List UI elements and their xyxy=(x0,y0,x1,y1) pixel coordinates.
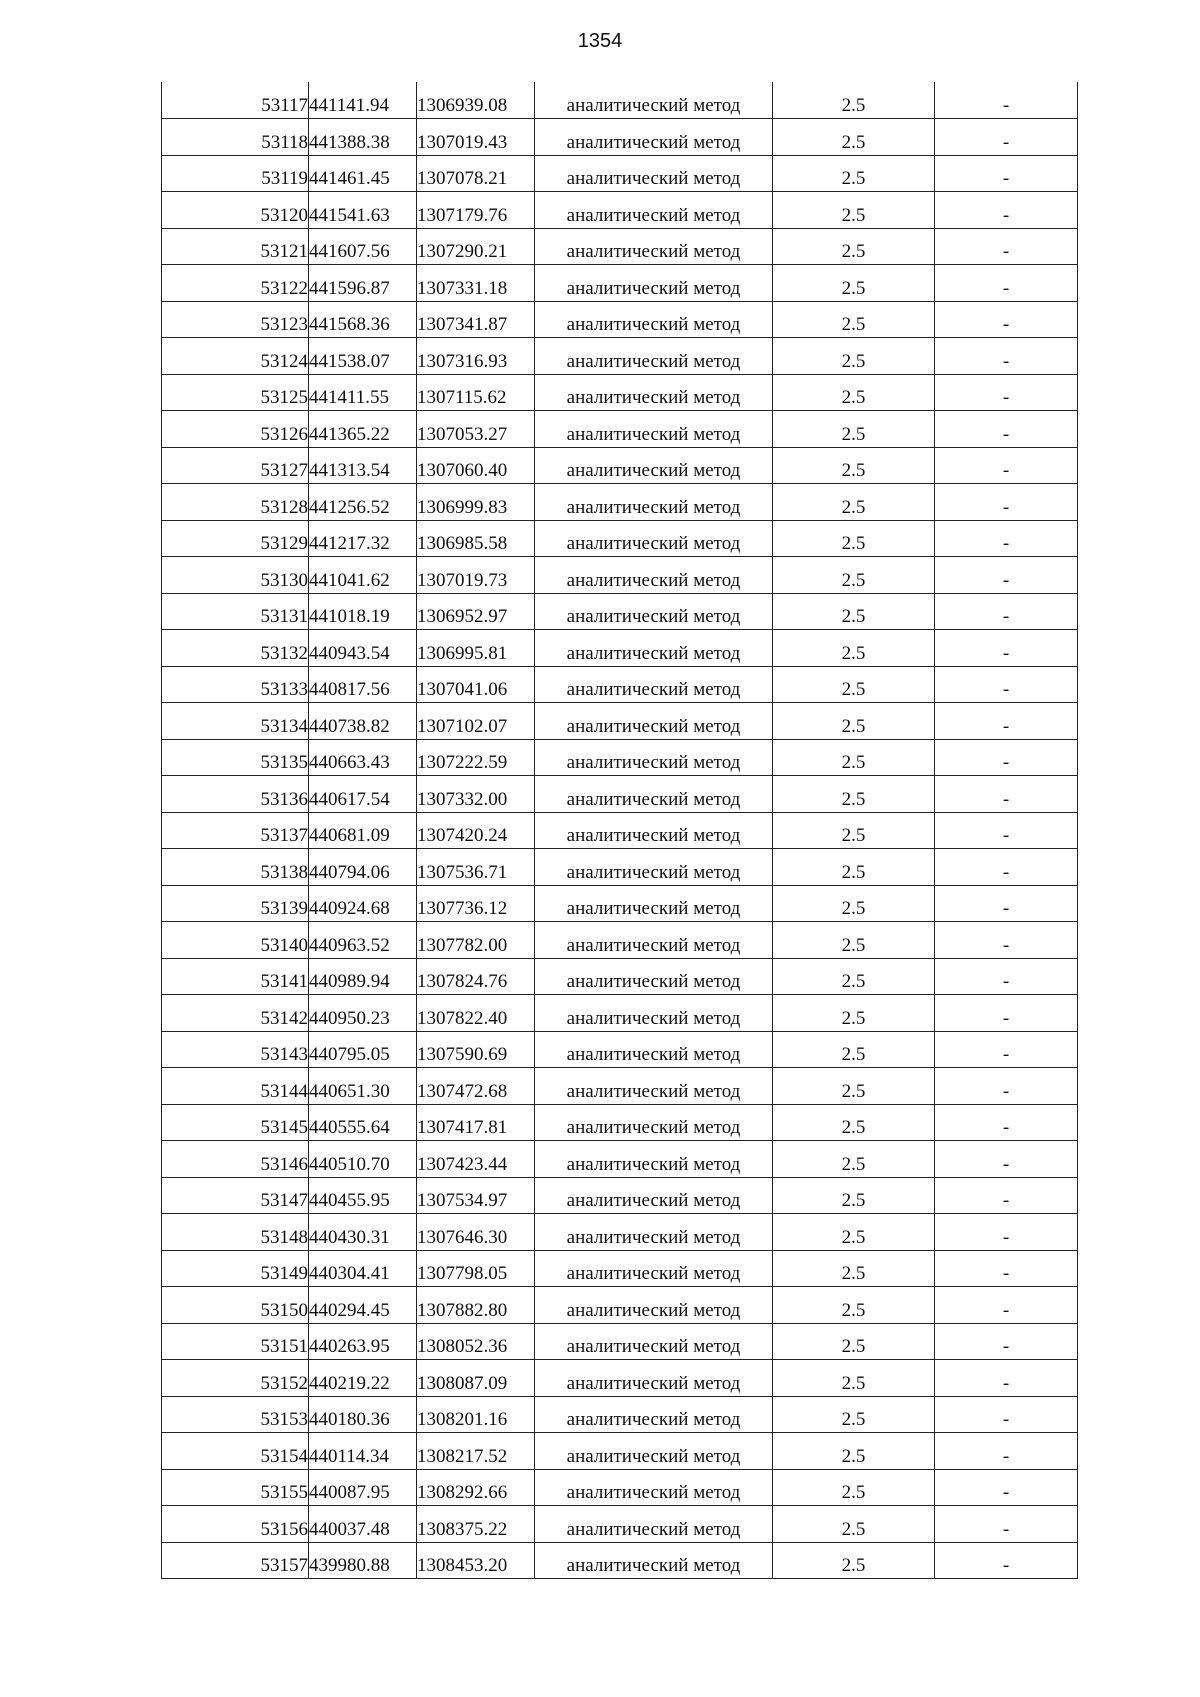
note-cell: - xyxy=(935,82,1078,119)
method-cell: аналитический метод xyxy=(535,1031,773,1068)
point-number-cell: 53156 xyxy=(162,1506,309,1543)
x-coordinate-cell: 441313.54 xyxy=(309,447,417,484)
y-coordinate-cell: 1307423.44 xyxy=(417,1141,535,1178)
accuracy-cell: 2.5 xyxy=(773,265,935,302)
x-coordinate-cell: 441538.07 xyxy=(309,338,417,375)
accuracy-cell: 2.5 xyxy=(773,447,935,484)
table-row xyxy=(162,593,1078,630)
y-coordinate-cell: 1307041.06 xyxy=(417,666,535,703)
accuracy-cell: 2.5 xyxy=(773,155,935,192)
y-coordinate-cell: 1308453.20 xyxy=(417,1542,535,1579)
point-number-cell: 53130 xyxy=(162,557,309,594)
point-number-cell: 53133 xyxy=(162,666,309,703)
y-coordinate-cell: 1307882.80 xyxy=(417,1287,535,1324)
accuracy-cell: 2.5 xyxy=(773,1360,935,1397)
y-coordinate-cell: 1307053.27 xyxy=(417,411,535,448)
note-cell: - xyxy=(935,593,1078,630)
accuracy-cell: 2.5 xyxy=(773,301,935,338)
table-row xyxy=(162,338,1078,375)
table-row xyxy=(162,447,1078,484)
note-cell: - xyxy=(935,776,1078,813)
accuracy-cell: 2.5 xyxy=(773,776,935,813)
note-cell: - xyxy=(935,228,1078,265)
x-coordinate-cell: 440555.64 xyxy=(309,1104,417,1141)
table-row xyxy=(162,849,1078,886)
point-number-cell: 53121 xyxy=(162,228,309,265)
method-cell: аналитический метод xyxy=(535,192,773,229)
note-cell: - xyxy=(935,192,1078,229)
method-cell: аналитический метод xyxy=(535,1141,773,1178)
table-row xyxy=(162,1506,1078,1543)
point-number-cell: 53119 xyxy=(162,155,309,192)
x-coordinate-cell: 440263.95 xyxy=(309,1323,417,1360)
y-coordinate-cell: 1307316.93 xyxy=(417,338,535,375)
y-coordinate-cell: 1307417.81 xyxy=(417,1104,535,1141)
table-row xyxy=(162,1360,1078,1397)
coordinates-table xyxy=(161,82,1078,1579)
y-coordinate-cell: 1307019.43 xyxy=(417,119,535,156)
accuracy-cell: 2.5 xyxy=(773,1542,935,1579)
table-row xyxy=(162,1250,1078,1287)
note-cell: - xyxy=(935,1506,1078,1543)
y-coordinate-cell: 1307782.00 xyxy=(417,922,535,959)
accuracy-cell: 2.5 xyxy=(773,812,935,849)
accuracy-cell: 2.5 xyxy=(773,484,935,521)
table-row xyxy=(162,776,1078,813)
point-number-cell: 53148 xyxy=(162,1214,309,1251)
x-coordinate-cell: 441041.62 xyxy=(309,557,417,594)
table-row xyxy=(162,812,1078,849)
table-row xyxy=(162,666,1078,703)
x-coordinate-cell: 440681.09 xyxy=(309,812,417,849)
point-number-cell: 53137 xyxy=(162,812,309,849)
accuracy-cell: 2.5 xyxy=(773,1433,935,1470)
accuracy-cell: 2.5 xyxy=(773,666,935,703)
y-coordinate-cell: 1308052.36 xyxy=(417,1323,535,1360)
table-row xyxy=(162,1542,1078,1579)
x-coordinate-cell: 440738.82 xyxy=(309,703,417,740)
x-coordinate-cell: 440510.70 xyxy=(309,1141,417,1178)
y-coordinate-cell: 1307534.97 xyxy=(417,1177,535,1214)
point-number-cell: 53139 xyxy=(162,885,309,922)
accuracy-cell: 2.5 xyxy=(773,1287,935,1324)
y-coordinate-cell: 1306939.08 xyxy=(417,82,535,119)
y-coordinate-cell: 1306985.58 xyxy=(417,520,535,557)
note-cell: - xyxy=(935,1542,1078,1579)
table-row xyxy=(162,1469,1078,1506)
method-cell: аналитический метод xyxy=(535,812,773,849)
x-coordinate-cell: 440617.54 xyxy=(309,776,417,813)
table-row xyxy=(162,885,1078,922)
accuracy-cell: 2.5 xyxy=(773,630,935,667)
note-cell: - xyxy=(935,1360,1078,1397)
table-row xyxy=(162,192,1078,229)
x-coordinate-cell: 440924.68 xyxy=(309,885,417,922)
y-coordinate-cell: 1307736.12 xyxy=(417,885,535,922)
point-number-cell: 53134 xyxy=(162,703,309,740)
y-coordinate-cell: 1307472.68 xyxy=(417,1068,535,1105)
note-cell: - xyxy=(935,484,1078,521)
accuracy-cell: 2.5 xyxy=(773,1104,935,1141)
accuracy-cell: 2.5 xyxy=(773,192,935,229)
note-cell: - xyxy=(935,1433,1078,1470)
point-number-cell: 53118 xyxy=(162,119,309,156)
method-cell: аналитический метод xyxy=(535,885,773,922)
page-number: 1354 xyxy=(577,30,623,52)
table-row xyxy=(162,411,1078,448)
x-coordinate-cell: 440950.23 xyxy=(309,995,417,1032)
y-coordinate-cell: 1307115.62 xyxy=(417,374,535,411)
accuracy-cell: 2.5 xyxy=(773,119,935,156)
accuracy-cell: 2.5 xyxy=(773,958,935,995)
table-row xyxy=(162,630,1078,667)
y-coordinate-cell: 1306952.97 xyxy=(417,593,535,630)
y-coordinate-cell: 1308292.66 xyxy=(417,1469,535,1506)
point-number-cell: 53135 xyxy=(162,739,309,776)
note-cell: - xyxy=(935,557,1078,594)
note-cell: - xyxy=(935,995,1078,1032)
point-number-cell: 53152 xyxy=(162,1360,309,1397)
point-number-cell: 53136 xyxy=(162,776,309,813)
table-row xyxy=(162,520,1078,557)
method-cell: аналитический метод xyxy=(535,228,773,265)
accuracy-cell: 2.5 xyxy=(773,1068,935,1105)
y-coordinate-cell: 1307420.24 xyxy=(417,812,535,849)
x-coordinate-cell: 440455.95 xyxy=(309,1177,417,1214)
y-coordinate-cell: 1308201.16 xyxy=(417,1396,535,1433)
x-coordinate-cell: 441541.63 xyxy=(309,192,417,229)
x-coordinate-cell: 440037.48 xyxy=(309,1506,417,1543)
note-cell: - xyxy=(935,1177,1078,1214)
accuracy-cell: 2.5 xyxy=(773,922,935,959)
x-coordinate-cell: 440180.36 xyxy=(309,1396,417,1433)
note-cell: - xyxy=(935,265,1078,302)
x-coordinate-cell: 441365.22 xyxy=(309,411,417,448)
x-coordinate-cell: 441461.45 xyxy=(309,155,417,192)
method-cell: аналитический метод xyxy=(535,82,773,119)
method-cell: аналитический метод xyxy=(535,484,773,521)
table-row xyxy=(162,995,1078,1032)
method-cell: аналитический метод xyxy=(535,119,773,156)
point-number-cell: 53146 xyxy=(162,1141,309,1178)
accuracy-cell: 2.5 xyxy=(773,703,935,740)
point-number-cell: 53126 xyxy=(162,411,309,448)
y-coordinate-cell: 1307822.40 xyxy=(417,995,535,1032)
method-cell: аналитический метод xyxy=(535,1396,773,1433)
method-cell: аналитический метод xyxy=(535,1360,773,1397)
note-cell: - xyxy=(935,1031,1078,1068)
method-cell: аналитический метод xyxy=(535,703,773,740)
y-coordinate-cell: 1307331.18 xyxy=(417,265,535,302)
table-row xyxy=(162,1031,1078,1068)
point-number-cell: 53140 xyxy=(162,922,309,959)
y-coordinate-cell: 1307536.71 xyxy=(417,849,535,886)
note-cell: - xyxy=(935,630,1078,667)
method-cell: аналитический метод xyxy=(535,630,773,667)
y-coordinate-cell: 1307824.76 xyxy=(417,958,535,995)
x-coordinate-cell: 440663.43 xyxy=(309,739,417,776)
accuracy-cell: 2.5 xyxy=(773,849,935,886)
point-number-cell: 53154 xyxy=(162,1433,309,1470)
accuracy-cell: 2.5 xyxy=(773,1323,935,1360)
method-cell: аналитический метод xyxy=(535,447,773,484)
table-row xyxy=(162,228,1078,265)
y-coordinate-cell: 1307060.40 xyxy=(417,447,535,484)
point-number-cell: 53153 xyxy=(162,1396,309,1433)
y-coordinate-cell: 1307290.21 xyxy=(417,228,535,265)
method-cell: аналитический метод xyxy=(535,1068,773,1105)
table-row xyxy=(162,1141,1078,1178)
method-cell: аналитический метод xyxy=(535,1104,773,1141)
table-row xyxy=(162,1396,1078,1433)
table-row xyxy=(162,119,1078,156)
note-cell: - xyxy=(935,703,1078,740)
x-coordinate-cell: 441568.36 xyxy=(309,301,417,338)
method-cell: аналитический метод xyxy=(535,1287,773,1324)
table-row xyxy=(162,1323,1078,1360)
x-coordinate-cell: 440963.52 xyxy=(309,922,417,959)
y-coordinate-cell: 1307798.05 xyxy=(417,1250,535,1287)
accuracy-cell: 2.5 xyxy=(773,593,935,630)
accuracy-cell: 2.5 xyxy=(773,228,935,265)
table-row xyxy=(162,1104,1078,1141)
x-coordinate-cell: 440304.41 xyxy=(309,1250,417,1287)
y-coordinate-cell: 1308375.22 xyxy=(417,1506,535,1543)
x-coordinate-cell: 440294.45 xyxy=(309,1287,417,1324)
x-coordinate-cell: 441607.56 xyxy=(309,228,417,265)
note-cell: - xyxy=(935,739,1078,776)
accuracy-cell: 2.5 xyxy=(773,1141,935,1178)
accuracy-cell: 2.5 xyxy=(773,520,935,557)
method-cell: аналитический метод xyxy=(535,1250,773,1287)
accuracy-cell: 2.5 xyxy=(773,338,935,375)
point-number-cell: 53131 xyxy=(162,593,309,630)
table-row xyxy=(162,484,1078,521)
x-coordinate-cell: 440430.31 xyxy=(309,1214,417,1251)
method-cell: аналитический метод xyxy=(535,776,773,813)
table-row xyxy=(162,739,1078,776)
method-cell: аналитический метод xyxy=(535,1177,773,1214)
table-row xyxy=(162,155,1078,192)
method-cell: аналитический метод xyxy=(535,849,773,886)
point-number-cell: 53145 xyxy=(162,1104,309,1141)
y-coordinate-cell: 1307341.87 xyxy=(417,301,535,338)
point-number-cell: 53125 xyxy=(162,374,309,411)
point-number-cell: 53138 xyxy=(162,849,309,886)
table-row xyxy=(162,265,1078,302)
y-coordinate-cell: 1307332.00 xyxy=(417,776,535,813)
accuracy-cell: 2.5 xyxy=(773,1396,935,1433)
note-cell: - xyxy=(935,338,1078,375)
accuracy-cell: 2.5 xyxy=(773,82,935,119)
point-number-cell: 53143 xyxy=(162,1031,309,1068)
table-row xyxy=(162,1177,1078,1214)
note-cell: - xyxy=(935,849,1078,886)
y-coordinate-cell: 1307019.73 xyxy=(417,557,535,594)
method-cell: аналитический метод xyxy=(535,557,773,594)
method-cell: аналитический метод xyxy=(535,666,773,703)
x-coordinate-cell: 441411.55 xyxy=(309,374,417,411)
point-number-cell: 53127 xyxy=(162,447,309,484)
y-coordinate-cell: 1307179.76 xyxy=(417,192,535,229)
method-cell: аналитический метод xyxy=(535,1433,773,1470)
accuracy-cell: 2.5 xyxy=(773,1177,935,1214)
accuracy-cell: 2.5 xyxy=(773,1214,935,1251)
method-cell: аналитический метод xyxy=(535,265,773,302)
coordinates-table-body xyxy=(162,82,1078,1579)
table-row xyxy=(162,1433,1078,1470)
note-cell: - xyxy=(935,1214,1078,1251)
note-cell: - xyxy=(935,1469,1078,1506)
note-cell: - xyxy=(935,1287,1078,1324)
note-cell: - xyxy=(935,447,1078,484)
note-cell: - xyxy=(935,1250,1078,1287)
method-cell: аналитический метод xyxy=(535,1506,773,1543)
note-cell: - xyxy=(935,301,1078,338)
note-cell: - xyxy=(935,119,1078,156)
y-coordinate-cell: 1307646.30 xyxy=(417,1214,535,1251)
note-cell: - xyxy=(935,958,1078,995)
point-number-cell: 53141 xyxy=(162,958,309,995)
method-cell: аналитический метод xyxy=(535,1323,773,1360)
method-cell: аналитический метод xyxy=(535,155,773,192)
x-coordinate-cell: 440943.54 xyxy=(309,630,417,667)
accuracy-cell: 2.5 xyxy=(773,1506,935,1543)
point-number-cell: 53147 xyxy=(162,1177,309,1214)
x-coordinate-cell: 440087.95 xyxy=(309,1469,417,1506)
accuracy-cell: 2.5 xyxy=(773,995,935,1032)
y-coordinate-cell: 1307078.21 xyxy=(417,155,535,192)
x-coordinate-cell: 440219.22 xyxy=(309,1360,417,1397)
y-coordinate-cell: 1307590.69 xyxy=(417,1031,535,1068)
x-coordinate-cell: 441018.19 xyxy=(309,593,417,630)
point-number-cell: 53150 xyxy=(162,1287,309,1324)
note-cell: - xyxy=(935,155,1078,192)
note-cell: - xyxy=(935,1104,1078,1141)
x-coordinate-cell: 441256.52 xyxy=(309,484,417,521)
x-coordinate-cell: 441388.38 xyxy=(309,119,417,156)
accuracy-cell: 2.5 xyxy=(773,885,935,922)
method-cell: аналитический метод xyxy=(535,338,773,375)
table-row xyxy=(162,1214,1078,1251)
point-number-cell: 53117 xyxy=(162,82,309,119)
y-coordinate-cell: 1306999.83 xyxy=(417,484,535,521)
method-cell: аналитический метод xyxy=(535,374,773,411)
x-coordinate-cell: 440651.30 xyxy=(309,1068,417,1105)
method-cell: аналитический метод xyxy=(535,739,773,776)
method-cell: аналитический метод xyxy=(535,958,773,995)
accuracy-cell: 2.5 xyxy=(773,1250,935,1287)
note-cell: - xyxy=(935,1323,1078,1360)
x-coordinate-cell: 440989.94 xyxy=(309,958,417,995)
accuracy-cell: 2.5 xyxy=(773,739,935,776)
point-number-cell: 53123 xyxy=(162,301,309,338)
x-coordinate-cell: 440795.05 xyxy=(309,1031,417,1068)
note-cell: - xyxy=(935,374,1078,411)
table-row xyxy=(162,703,1078,740)
point-number-cell: 53157 xyxy=(162,1542,309,1579)
y-coordinate-cell: 1306995.81 xyxy=(417,630,535,667)
method-cell: аналитический метод xyxy=(535,922,773,959)
x-coordinate-cell: 441217.32 xyxy=(309,520,417,557)
y-coordinate-cell: 1308217.52 xyxy=(417,1433,535,1470)
table-row xyxy=(162,1287,1078,1324)
point-number-cell: 53144 xyxy=(162,1068,309,1105)
accuracy-cell: 2.5 xyxy=(773,1031,935,1068)
note-cell: - xyxy=(935,411,1078,448)
accuracy-cell: 2.5 xyxy=(773,557,935,594)
method-cell: аналитический метод xyxy=(535,301,773,338)
note-cell: - xyxy=(935,1068,1078,1105)
table-row xyxy=(162,557,1078,594)
note-cell: - xyxy=(935,1396,1078,1433)
y-coordinate-cell: 1307102.07 xyxy=(417,703,535,740)
point-number-cell: 53155 xyxy=(162,1469,309,1506)
y-coordinate-cell: 1307222.59 xyxy=(417,739,535,776)
point-number-cell: 53149 xyxy=(162,1250,309,1287)
method-cell: аналитический метод xyxy=(535,995,773,1032)
table-row xyxy=(162,82,1078,119)
method-cell: аналитический метод xyxy=(535,1469,773,1506)
point-number-cell: 53129 xyxy=(162,520,309,557)
table-row xyxy=(162,301,1078,338)
method-cell: аналитический метод xyxy=(535,1214,773,1251)
x-coordinate-cell: 441596.87 xyxy=(309,265,417,302)
method-cell: аналитический метод xyxy=(535,1542,773,1579)
table-row xyxy=(162,958,1078,995)
note-cell: - xyxy=(935,885,1078,922)
point-number-cell: 53120 xyxy=(162,192,309,229)
x-coordinate-cell: 439980.88 xyxy=(309,1542,417,1579)
accuracy-cell: 2.5 xyxy=(773,374,935,411)
x-coordinate-cell: 440114.34 xyxy=(309,1433,417,1470)
note-cell: - xyxy=(935,1141,1078,1178)
method-cell: аналитический метод xyxy=(535,520,773,557)
x-coordinate-cell: 440817.56 xyxy=(309,666,417,703)
method-cell: аналитический метод xyxy=(535,411,773,448)
point-number-cell: 53142 xyxy=(162,995,309,1032)
table-row xyxy=(162,1068,1078,1105)
point-number-cell: 53128 xyxy=(162,484,309,521)
point-number-cell: 53124 xyxy=(162,338,309,375)
x-coordinate-cell: 441141.94 xyxy=(309,82,417,119)
y-coordinate-cell: 1308087.09 xyxy=(417,1360,535,1397)
accuracy-cell: 2.5 xyxy=(773,1469,935,1506)
point-number-cell: 53132 xyxy=(162,630,309,667)
table-row xyxy=(162,374,1078,411)
point-number-cell: 53151 xyxy=(162,1323,309,1360)
note-cell: - xyxy=(935,520,1078,557)
accuracy-cell: 2.5 xyxy=(773,411,935,448)
note-cell: - xyxy=(935,922,1078,959)
method-cell: аналитический метод xyxy=(535,593,773,630)
point-number-cell: 53122 xyxy=(162,265,309,302)
table-row xyxy=(162,922,1078,959)
note-cell: - xyxy=(935,666,1078,703)
x-coordinate-cell: 440794.06 xyxy=(309,849,417,886)
note-cell: - xyxy=(935,812,1078,849)
